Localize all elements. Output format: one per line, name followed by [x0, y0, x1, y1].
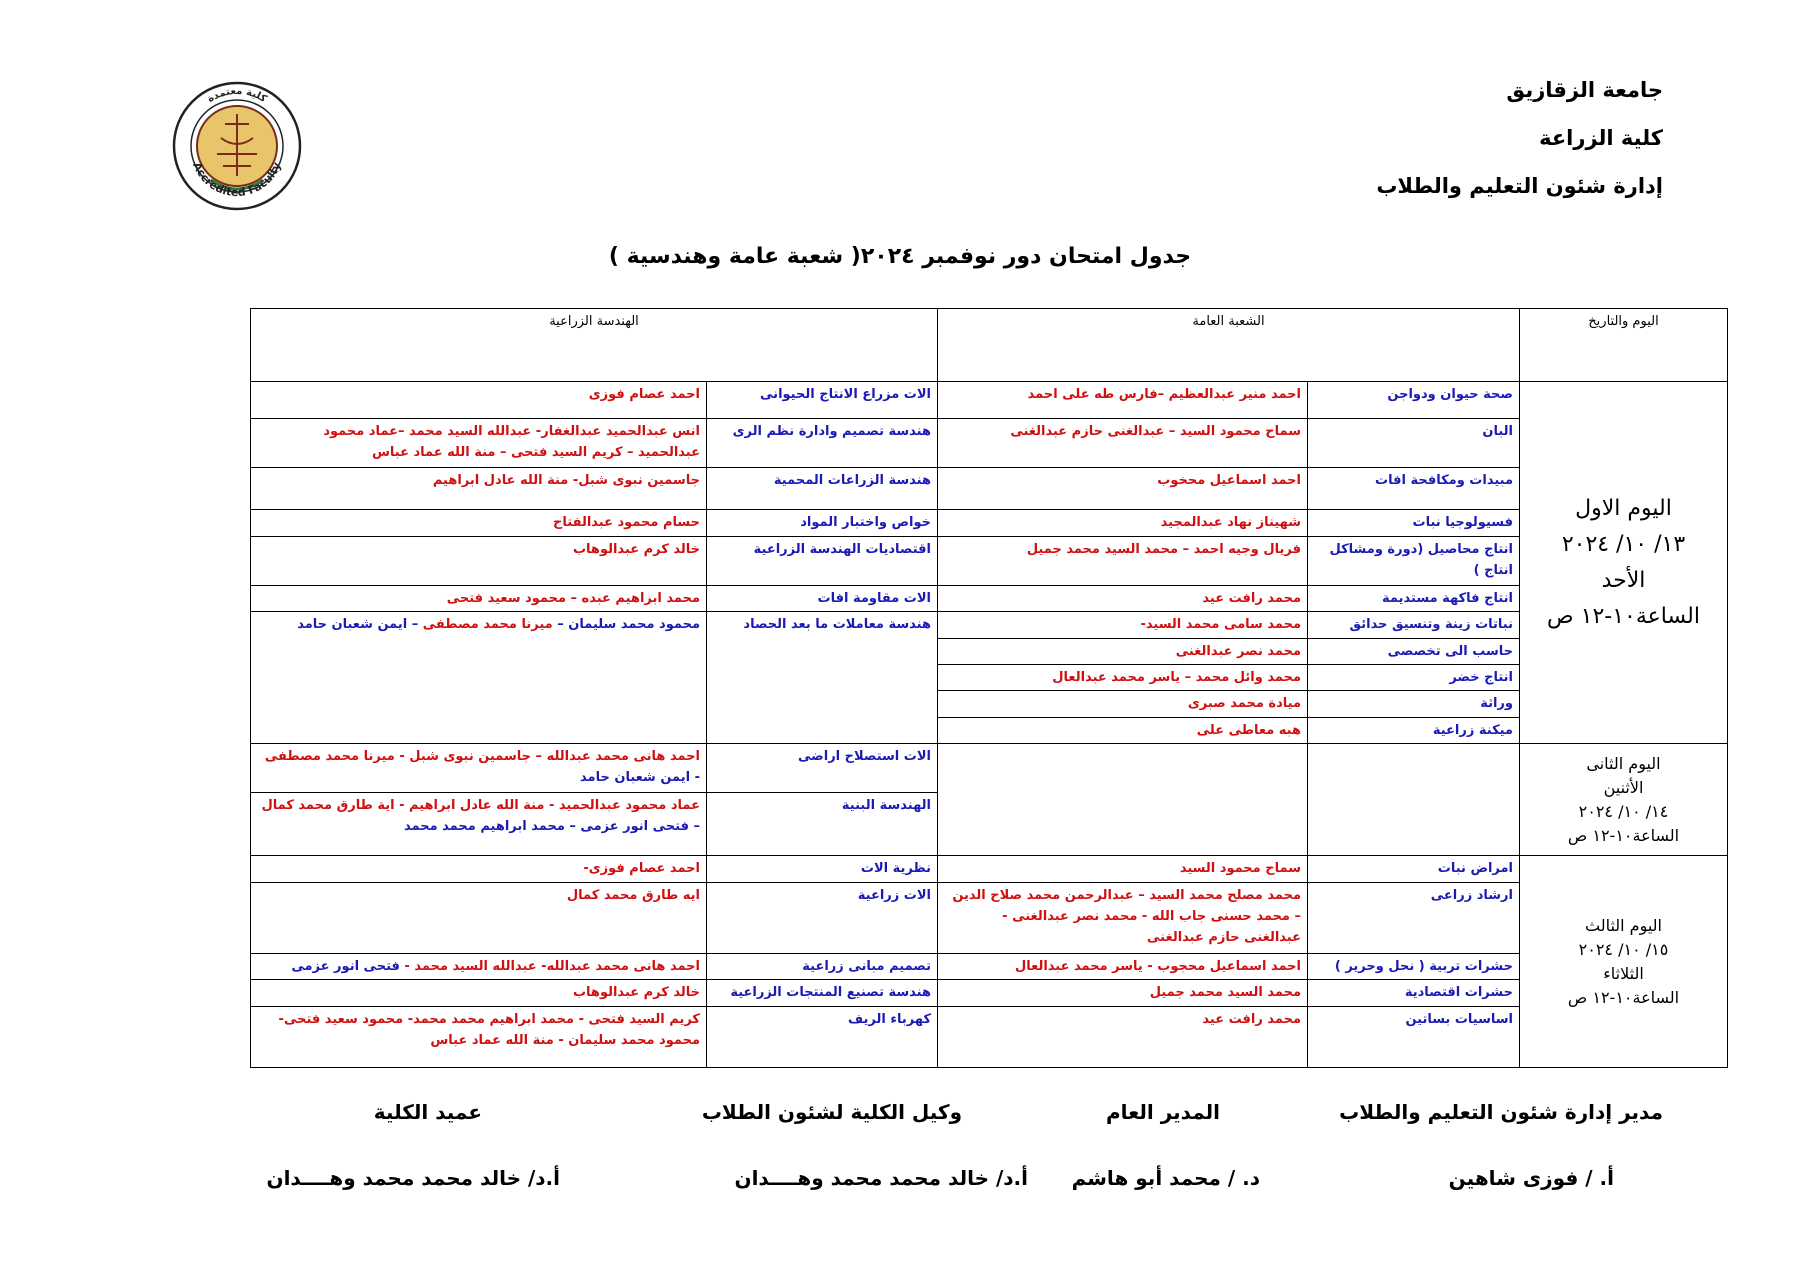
day2-cell: [1520, 744, 1728, 856]
students-cell: فريال وجيه احمد – محمد السيد محمد جميل: [938, 536, 1308, 585]
students-cell: محمد رافت عيد: [938, 1006, 1308, 1067]
day1-cell: [1520, 382, 1728, 744]
student-name: ميرنا محمد مصطفى: [422, 617, 553, 633]
signature-title-vice-dean: وكيل الكلية لشئون الطلاب: [701, 1100, 962, 1124]
subject-cell: البان: [1308, 418, 1520, 467]
student-name: – ايمن شعبان حامد: [297, 617, 423, 633]
students-cell: سماح محمود السيد – عبدالغنى حازم عبدالغنى: [938, 418, 1308, 467]
subject-cell: الات مقاومة افات: [707, 585, 938, 611]
day1-date: ١٣/ ١٠/ ٢٠٢٤: [1561, 531, 1686, 557]
subject-cell: انتاج خضر: [1308, 665, 1520, 691]
subject-cell: حشرات تربية ( نحل وحرير ): [1308, 953, 1520, 979]
students-cell: انس عبدالحميد عبدالغفار- عبدالله السيد محمد –عماد محمود عبدالحميد – كريم السيد فتحى – منة الله عماد عباس: [251, 418, 707, 467]
students-cell: احمد اسماعيل محخوب: [938, 467, 1308, 510]
students-cell: شهيناز نهاد عبدالمجيد: [938, 510, 1308, 536]
signature-title-edu-director: مدير إدارة شئون التعليم والطلاب: [1339, 1100, 1663, 1124]
day3-name: اليوم الثالث: [1584, 915, 1662, 935]
student-name: - ايمن شعبان حامد: [580, 770, 700, 786]
seal-arabic-text: كلية معتمدة: [205, 85, 269, 105]
subject-cell: اقتصاديات الهندسة الزراعية: [707, 536, 938, 585]
subject-cell: امراض نبات: [1308, 856, 1520, 882]
students-cell: [251, 953, 707, 979]
day2-time: الساعة١٠-١٢ ص: [1567, 825, 1680, 845]
table-row: [251, 953, 1728, 979]
students-cell: سماح محمود السيد: [938, 856, 1308, 882]
signature-title-general-manager: المدير العام: [1105, 1100, 1220, 1124]
subject-cell: حشرات اقتصادية: [1308, 980, 1520, 1006]
day1-name: اليوم الاول: [1575, 495, 1672, 521]
students-cell: [251, 744, 707, 793]
subject-cell: كهرباء الريف: [707, 1006, 938, 1067]
subject-cell: الات استصلاح اراضى: [707, 744, 938, 793]
day3-weekday: الثلاثاء: [1603, 963, 1644, 983]
students-cell: خالد كرم عبدالوهاب: [251, 536, 707, 585]
students-cell: محمد ابراهيم عبده – محمود سعيد فتحى: [251, 585, 707, 611]
faculty-name: كلية الزراعة: [1539, 126, 1663, 150]
header-general-division: الشعبة العامة: [938, 309, 1520, 382]
university-name: جامعة الزقازيق: [1506, 78, 1663, 102]
day1-time: الساعة١٠-١٢ ص: [1547, 603, 1700, 629]
subject-cell: انتاج محاصيل (دورة ومشاكل انتاج ): [1308, 536, 1520, 585]
department-name: إدارة شئون التعليم والطلاب: [1376, 174, 1663, 198]
table-row: [251, 744, 1728, 793]
subject-cell: هندسة تصنيع المنتجات الزراعية: [707, 980, 938, 1006]
signature-name-dean: أ.د/ خالد محمد محمد وهــــدان: [266, 1166, 560, 1190]
student-name: محمود محمد سليمان –: [552, 617, 700, 633]
subject-cell: ارشاد زراعى: [1308, 882, 1520, 953]
table-row: [251, 382, 1728, 419]
students-cell: [251, 612, 707, 744]
subject-cell: خواص واختبار المواد: [707, 510, 938, 536]
subject-cell: نباتات زينة وتنسيق حدائق: [1308, 612, 1520, 638]
subject-cell: هندسة معاملات ما بعد الحصاد: [707, 612, 938, 744]
table-row: [251, 612, 1728, 638]
students-cell: محمد سامى محمد السيد-: [938, 612, 1308, 638]
signature-name-general-manager: د. / محمد أبو هاشم: [1071, 1166, 1260, 1190]
students-cell: هبه معاطى على: [938, 717, 1308, 743]
students-cell: كريم السيد فتحى - محمد ابراهيم محمد محمد- محمود سعيد فتحى- محمود محمد سليمان - منة الله عماد عباس: [251, 1006, 707, 1067]
students-cell: خالد كرم عبدالوهاب: [251, 980, 707, 1006]
subject-cell: الهندسة البنية: [707, 793, 938, 856]
students-cell: احمد عصام فوزى-: [251, 856, 707, 882]
signature-name-edu-director: أ. / فوزى شاهين: [1448, 1166, 1614, 1190]
header-day-date: اليوم والتاريخ: [1520, 309, 1728, 382]
day3-time: الساعة١٠-١٢ ص: [1567, 987, 1680, 1007]
student-name: فتحى انور عزمى: [291, 958, 400, 974]
subject-cell: ميكنة زراعية: [1308, 717, 1520, 743]
student-name: – فتحى انور عزمى – محمد ابراهيم محمد محمد: [403, 819, 700, 835]
exam-schedule-table: [250, 308, 1728, 1068]
faculty-seal-logo: [171, 80, 303, 212]
subject-cell: الات زراعية: [707, 882, 938, 953]
students-cell: احمد منير عبدالعظيم –فارس طه على احمد: [938, 382, 1308, 419]
students-cell: جاسمين نبوى شبل- منة الله عادل ابراهيم: [251, 467, 707, 510]
subject-cell: فسيولوجيا نبات: [1308, 510, 1520, 536]
header-agri-engineering: الهندسة الزراعية: [251, 309, 938, 382]
table-row: [251, 856, 1728, 882]
table-row: [251, 536, 1728, 585]
subject-cell: حاسب الى تخصصى: [1308, 638, 1520, 664]
subject-cell: نظرية الات: [707, 856, 938, 882]
table-row: [251, 1006, 1728, 1067]
document-title: جدول امتحان دور نوفمبر ٢٠٢٤( شعبة عامة وهندسية ): [608, 244, 1192, 269]
students-cell: محمد وائل محمد – ياسر محمد عبدالعال: [938, 665, 1308, 691]
students-cell: احمد اسماعيل محجوب - ياسر محمد عبدالعال: [938, 953, 1308, 979]
table-row: [251, 467, 1728, 510]
subject-cell: مبيدات ومكافحة افات: [1308, 467, 1520, 510]
students-cell: ايه طارق محمد كمال: [251, 882, 707, 953]
day2-weekday: الأثنين: [1603, 777, 1644, 797]
students-cell: محمد مصلح محمد السيد – عبدالرحمن محمد صلاح الدين – محمد حسنى جاب الله - محمد نصر عبدالغنى - عبدالغنى حازم عبدالغنى: [938, 882, 1308, 953]
students-cell: محمد السيد محمد جميل: [938, 980, 1308, 1006]
students-cell: [251, 793, 707, 856]
signature-name-vice-dean: أ.د/ خالد محمد محمد وهــــدان: [734, 1166, 1028, 1190]
day2-name: اليوم الثانى: [1586, 753, 1661, 773]
student-name: عماد محمود عبدالحميد - منة الله عادل ابراهيم - اية طارق محمد كمال: [261, 798, 700, 814]
subject-cell: هندسة الزراعات المحمية: [707, 467, 938, 510]
students-cell: محمد نصر عبدالغنى: [938, 638, 1308, 664]
subject-cell: تصميم مبانى زراعية: [707, 953, 938, 979]
table-row: [251, 585, 1728, 611]
day3-date: ١٥/ ١٠/ ٢٠٢٤: [1578, 939, 1669, 959]
subject-cell: هندسة تصميم وادارة نظم الرى: [707, 418, 938, 467]
students-cell: احمد عصام فوزى: [251, 382, 707, 419]
student-name: احمد هانى محمد عبدالله – جاسمين نبوى شبل - ميرنا محمد مصطفى: [264, 749, 700, 765]
table-row: [251, 980, 1728, 1006]
table-row: [251, 510, 1728, 536]
student-name: احمد هانى محمد عبدالله- عبدالله السيد محمد -: [399, 958, 700, 974]
students-cell: ميادة محمد صبرى: [938, 691, 1308, 717]
students-cell: محمد رافت عيد: [938, 585, 1308, 611]
subject-cell: صحة حيوان ودواجن: [1308, 382, 1520, 419]
day1-weekday: الأحد: [1601, 567, 1646, 593]
empty-cell: [938, 744, 1308, 856]
empty-cell: [1308, 744, 1520, 856]
students-cell: حسام محمود عبدالفتاح: [251, 510, 707, 536]
subject-cell: وراثة: [1308, 691, 1520, 717]
table-header-row: [251, 309, 1728, 382]
subject-cell: انتاج فاكهة مستديمة: [1308, 585, 1520, 611]
signature-title-dean: عميد الكلية: [373, 1100, 482, 1124]
subject-cell: اساسيات بساتين: [1308, 1006, 1520, 1067]
table-row: [251, 418, 1728, 467]
day2-date: ١٤/ ١٠/ ٢٠٢٤: [1578, 801, 1669, 821]
seal-text: Accredited Faculty: [190, 160, 284, 200]
subject-cell: الات مزراع الانتاج الحيوانى: [707, 382, 938, 419]
table-row: [251, 882, 1728, 953]
day3-cell: [1520, 856, 1728, 1068]
